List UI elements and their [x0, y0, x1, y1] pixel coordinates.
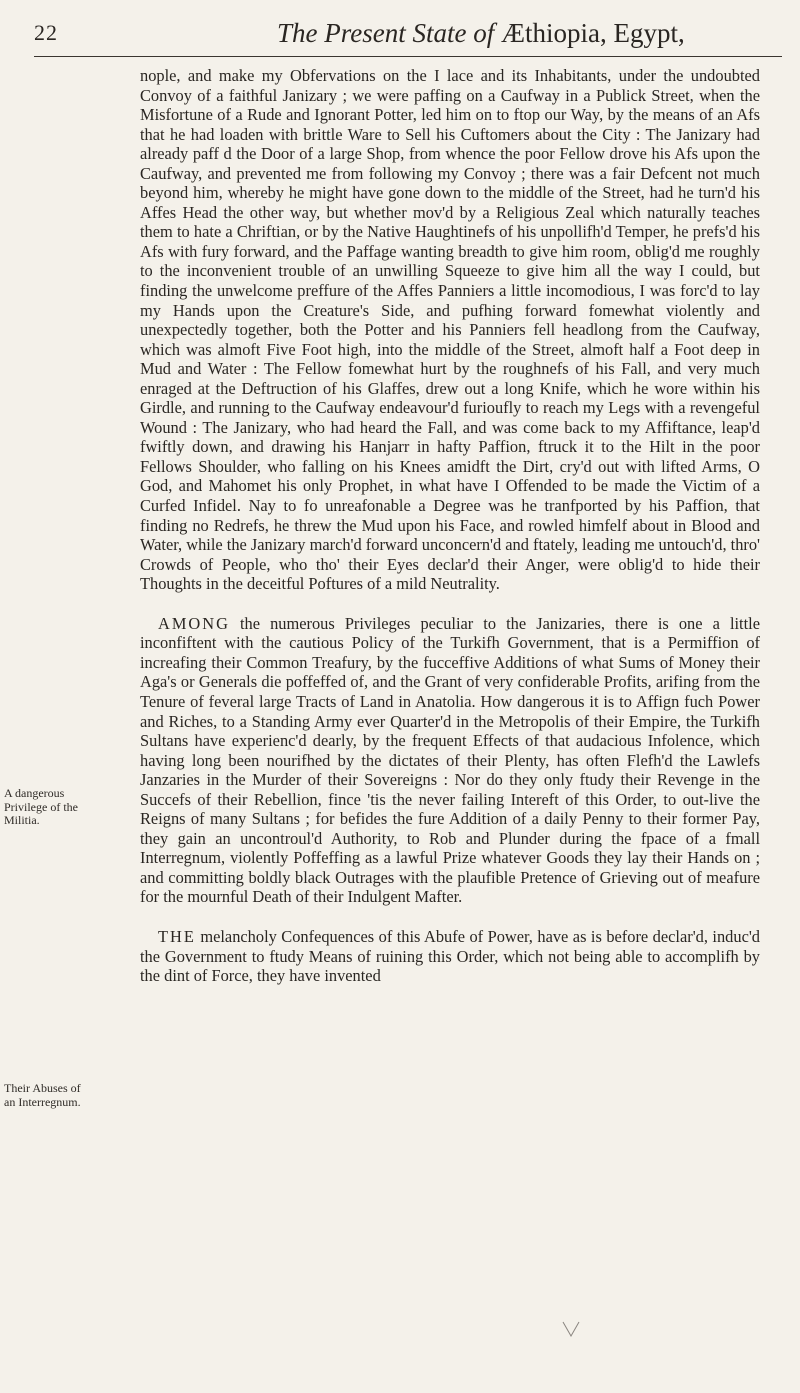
- margin-note-interregnum: Their Abuses of an Interregnum.: [4, 1081, 81, 1109]
- running-title: [277, 18, 685, 49]
- paragraph-3: [140, 927, 760, 986]
- page-mark-icon: [560, 1318, 582, 1340]
- paragraph-2: [140, 614, 760, 907]
- header-rule: [34, 56, 782, 57]
- paragraph-2-lead: AMONG: [158, 613, 230, 633]
- running-title-roman: Æthiopia, Egypt,: [500, 18, 685, 48]
- page-number: 22: [34, 20, 58, 45]
- margin-note-privilege: A dangerous Privilege of the Militia.: [4, 786, 78, 828]
- paragraph-2-text: the numerous Privileges peculiar to the Janizaries, there is one a little inconfiftent with the cautious Policy of the Turkifh Government, that is a Permiffion of increafing their Common Treafury, by the fucceffive Additions of what Sums of Money their Aga's or Generals die poffeffed of, and the Grant of very confiderable Profits, arifing from the Tenure of feveral large Tracts of Land in Anatolia. How dangerous it is to Affign fuch Power and Riches, to a Standing Army ever Quarter'd in the Metropolis of their Empire, the Turkifh Sultans have experienc'd dearly, by the frequent Effects of that audacious Infolence, which having long been nourifhed by the dictates of their Plenty, has often Flefh'd the Lawlefs Janzaries in the Murder of their Sovereigns : Nor do they only ftudy their Revenge in the Succefs of their Rebellion, fince 'tis the never failing Intereft of this Order, to out-live the Reigns of many Sultans ; for befides the fure Addition of a daily Penny to their former Pay, they gain an uncontroul'd Authority, to Rob and Plunder during the fpace of a fmall Interregnum, violently Poffeffing as a lawful Prize whatever Goods they lay their Hands on ; and committing boldly black Outrages with the plaufible Pretence of Grieving out of meafure for the mournful Death of their Indulgent Mafter.: [140, 613, 760, 907]
- paragraph-1: nople, and make my Obfervations on the I lace and its Inhabitants, under the undoubted Convoy of a faithful Janizary ; we were paffing on a Caufway in a Publick Street, when the Misfortune of a Rude and Ignorant Potter, led him on to ftop our Way, by the means of an Afs that he had loaden with brittle Ware to Sell his Cuftomers about the City : The Janizary had already paff d the Door of a large Shop, from whence the poor Fellow drove his Afs upon the Caufway, and prevented me from following my Convoy ; there was a fair Defcent not much beyond him, whereby he might have gone down to the middle of the Street, had he turn'd his Affes Head the other way, but whether mov'd by a Religious Zeal which naturally teaches them to hate a Chriftian, or by the Native Haughtinefs of his unpollifh'd Temper, he prefs'd his Afs with fury forward, and the Paffage wanting breadth to give him room, oblig'd me roughly to the inconvenient trouble of an unwilling Squeeze to give him all the way I could, but finding the unwelcome preffure of the Affes Panniers a little incomodious, I was forc'd to lay my Hands upon the Creature's Side, and pufhing forward fomewhat violently and unexpectedly together, both the Potter and his Panniers fell headlong from the Caufway, which was almoft Five Foot high, into the middle of the Street, almoft half a Foot deep in Mud and Water : The Fellow fomewhat hurt by the roughnefs of his Fall, and very much enraged at the Deftruction of his Glaffes, drew out a long Knife, which he wore within his Girdle, and running to the Caufway endeavour'd furioufly to reach my Legs with a revengeful Wound : The Janizary, who had heard the Fall, and was come back to my Affiftance, leap'd fwiftly down, and drawing his Hanjarr in hafty Paffion, ftruck it to the Hilt in the poor Fellows Shoulder, who falling on his Knees amidft the Dirt, cry'd out with lifted Arms, O God, and Mahomet his only Prophet, in what have I Offended to be made the Victim of a Curfed Infidel. Nay to fo unreafonable a Degree was he tranfported by his Paffion, that finding no Redrefs, he threw the Mud upon his Face, and rowled himfelf about in Blood and Water, while the Janizary march'd forward unconcern'd and ftately, leading me untouch'd, thro' Crowds of People, who tho' their Eyes declar'd their Anger, were oblig'd to hide their Thoughts in the deceitful Poftures of a mild Neutrality.: [140, 66, 761, 594]
- body-text: [140, 66, 760, 986]
- running-title-italic: The Present State of: [277, 18, 501, 48]
- page-header: [34, 20, 784, 56]
- paragraph-3-lead: THE: [158, 926, 196, 946]
- paragraph-3-text: melancholy Confequences of this Abufe of Power, have as is before declar'd, induc'd the Government to ftudy Means of ruining this Order, which not being able to accomplifh by the dint of Force, they have invented: [140, 926, 760, 986]
